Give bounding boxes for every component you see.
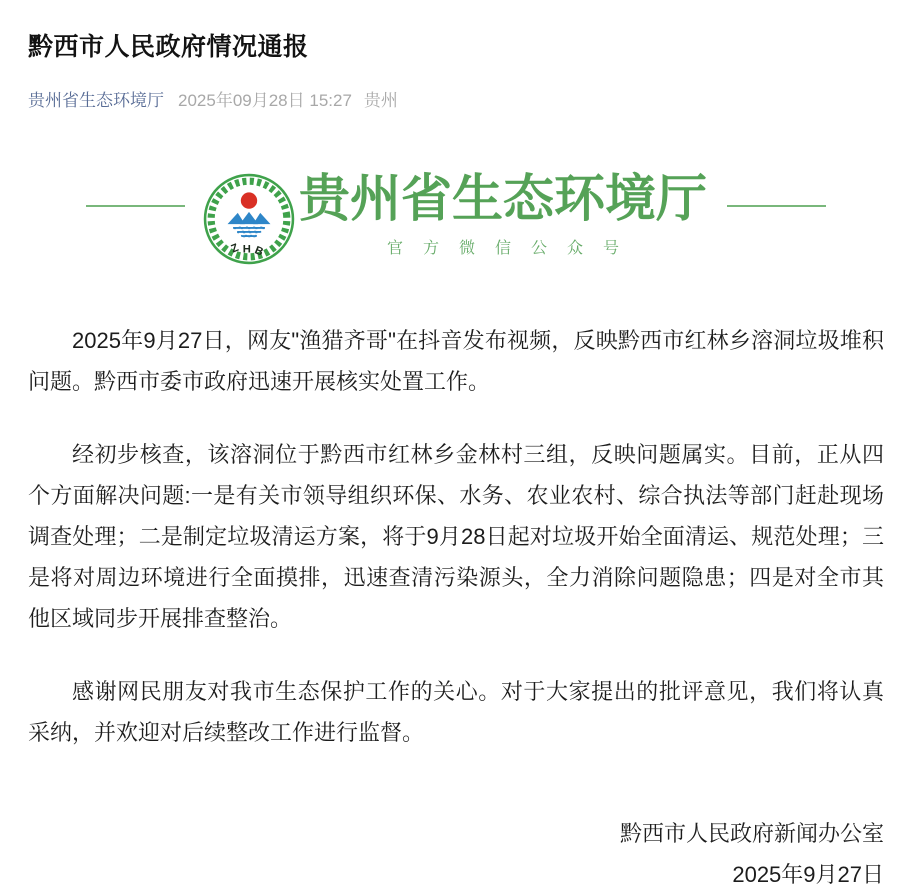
article-meta bbox=[28, 90, 884, 112]
page-title: 黔西市人民政府情况通报 bbox=[28, 32, 309, 61]
publish-datetime: 2025年09月28日 15:27 bbox=[178, 90, 352, 110]
signature-date: 2025年9月27日 bbox=[732, 861, 884, 887]
org-banner bbox=[28, 162, 884, 270]
paragraph-2: 经初步核查，该溶洞位于黔西市红林乡金林村三组，反映问题属实。目前，正从四个方面解决问题:一是有关市领导组织环保、水务、农业农村、综合执法等部门赶赴现场调查处理；二是制定垃圾清运方案，将于9月28日起对垃圾开始全面清运、规范处理；三是将对周边环境进行全面摸排，迅速查清污染源头，全力消除问题隐患；四是对全市其他区域同步开展排查整治。 bbox=[28, 441, 884, 631]
banner-text-block bbox=[298, 170, 707, 258]
signature-block bbox=[28, 813, 884, 895]
banner-org-subtitle: 官方微信公众号 bbox=[386, 240, 639, 258]
banner-right-rule bbox=[727, 205, 826, 207]
banner-org-name: 贵州省生态环境厅 bbox=[298, 170, 707, 228]
logo-zhb-text: ZHB bbox=[229, 240, 268, 260]
banner-left-rule bbox=[86, 205, 185, 207]
publish-location: 贵州 bbox=[363, 90, 398, 110]
environment-bureau-logo-icon bbox=[203, 173, 295, 265]
article-body bbox=[28, 320, 884, 753]
source-account-link[interactable]: 贵州省生态环境厅 bbox=[28, 90, 164, 110]
paragraph-3: 感谢网民朋友对我市生态保护工作的关心。对于大家提出的批评意见，我们将认真采纳，并欢迎对后续整改工作进行监督。 bbox=[28, 678, 884, 745]
signature-office: 黔西市人民政府新闻办公室 bbox=[619, 820, 884, 846]
paragraph-1: 2025年9月27日，网友"渔猎齐哥"在抖音发布视频，反映黔西市红林乡溶洞垃圾堆积问题。黔西市委市政府迅速开展核实处置工作。 bbox=[28, 327, 884, 394]
